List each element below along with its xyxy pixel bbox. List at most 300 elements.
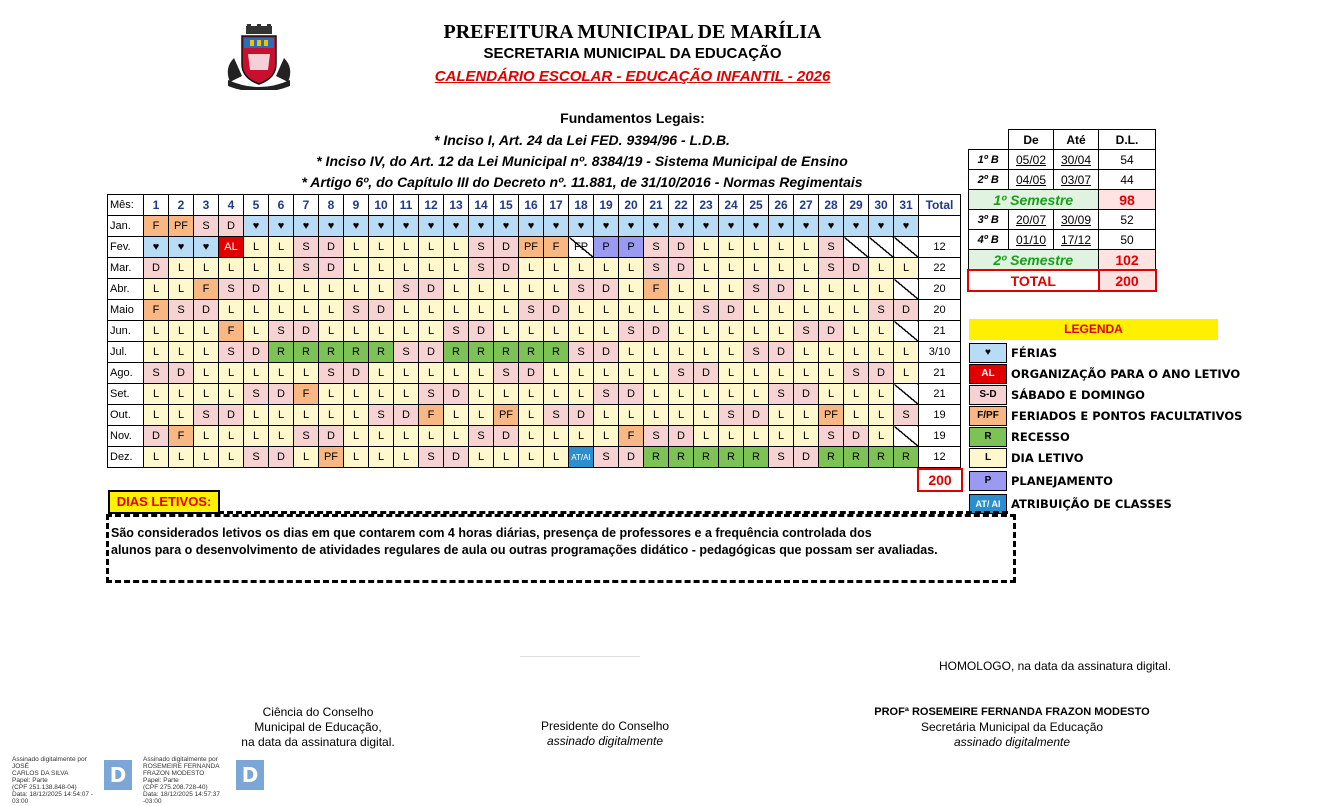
footer-line: na data da assinatura digital. xyxy=(241,735,395,749)
day-cell: R xyxy=(519,342,544,363)
day-cell: L xyxy=(794,426,819,447)
day-cell: ♥ xyxy=(694,216,719,237)
sig-line: FRAZON MODESTO xyxy=(143,770,205,777)
day-cell: L xyxy=(794,300,819,321)
day-cell: L xyxy=(694,405,719,426)
day-cell: S xyxy=(619,321,644,342)
day-cell: L xyxy=(769,321,794,342)
month-label: Set. xyxy=(108,384,144,405)
day-cell: L xyxy=(419,300,444,321)
day-cell xyxy=(869,237,894,258)
day-number: 13 xyxy=(444,195,469,216)
day-cell: L xyxy=(169,447,194,468)
day-cell: L xyxy=(494,300,519,321)
day-cell: L xyxy=(244,300,269,321)
day-cell: L xyxy=(744,363,769,384)
month-row xyxy=(108,363,961,384)
day-cell: L xyxy=(794,237,819,258)
day-cell: D xyxy=(494,258,519,279)
day-cell: L xyxy=(169,321,194,342)
day-cell: ♥ xyxy=(169,237,194,258)
day-cell: F xyxy=(144,300,169,321)
day-cell: L xyxy=(794,258,819,279)
month-label: Abr. xyxy=(108,279,144,300)
legend-swatch: P xyxy=(969,471,1007,491)
day-cell: L xyxy=(394,258,419,279)
day-cell: L xyxy=(394,321,419,342)
month-label: Out. xyxy=(108,405,144,426)
day-cell: L xyxy=(669,342,694,363)
day-cell: L xyxy=(419,426,444,447)
day-cell: PF xyxy=(519,237,544,258)
day-cell: L xyxy=(219,258,244,279)
day-cell xyxy=(894,237,919,258)
summary-b1-to: 30/04 xyxy=(1054,150,1099,170)
day-cell xyxy=(844,237,869,258)
legal-item: * Artigo 6º, do Capítulo III do Decreto nº. 11.881, de 31/10/2016 - Normas Regimentais xyxy=(301,174,863,190)
day-cell: D xyxy=(219,405,244,426)
day-cell: D xyxy=(144,426,169,447)
day-cell: S xyxy=(694,300,719,321)
summary-b3-to: 30/09 xyxy=(1054,210,1099,230)
month-row xyxy=(108,300,961,321)
month-row xyxy=(108,342,961,363)
day-cell: L xyxy=(469,300,494,321)
day-cell: L xyxy=(669,321,694,342)
day-number: 8 xyxy=(319,195,344,216)
day-cell: L xyxy=(619,300,644,321)
month-row xyxy=(108,321,961,342)
day-cell: L xyxy=(844,342,869,363)
sig-line: Papel: Parte xyxy=(143,777,179,784)
month-row xyxy=(108,384,961,405)
day-cell: D xyxy=(869,363,894,384)
day-cell: R xyxy=(669,447,694,468)
sig-line: (CPF 275.208.728-40) xyxy=(143,784,208,791)
day-cell: L xyxy=(794,363,819,384)
month-label: Jun. xyxy=(108,321,144,342)
legend-swatch: R xyxy=(969,427,1007,447)
day-cell: L xyxy=(369,258,394,279)
day-cell: D xyxy=(169,363,194,384)
day-cell: L xyxy=(744,384,769,405)
day-cell: D xyxy=(794,447,819,468)
day-cell: L xyxy=(819,384,844,405)
day-cell: S xyxy=(769,447,794,468)
month-label: Jan. xyxy=(108,216,144,237)
legend-label: FÉRIAS xyxy=(1011,346,1058,360)
day-cell: L xyxy=(294,405,319,426)
day-cell: S xyxy=(744,279,769,300)
legend-item xyxy=(969,385,1145,405)
summary-b4-label: 4º B xyxy=(968,230,1009,250)
day-cell: R xyxy=(844,447,869,468)
dias-letivos-text: alunos para o desenvolvimento de atividades regulares de aula ou outras programações didático - pedagógicas que possam ser avaliadas. xyxy=(111,543,938,557)
sig-line: (CPF 251.138.848-04) xyxy=(12,784,77,791)
legend-label: ATRIBUIÇÃO DE CLASSES xyxy=(1011,497,1172,511)
day-cell: L xyxy=(894,363,919,384)
month-row xyxy=(108,258,961,279)
day-cell: D xyxy=(544,300,569,321)
summary-table xyxy=(967,129,1157,292)
day-cell: L xyxy=(394,384,419,405)
day-cell: S xyxy=(644,258,669,279)
day-cell: R xyxy=(544,342,569,363)
day-cell: D xyxy=(269,384,294,405)
day-cell: L xyxy=(219,447,244,468)
day-cell: L xyxy=(819,279,844,300)
day-cell: L xyxy=(194,258,219,279)
day-cell: S xyxy=(819,258,844,279)
day-number: 17 xyxy=(544,195,569,216)
day-cell: F xyxy=(219,321,244,342)
day-cell: F xyxy=(194,279,219,300)
day-number: 26 xyxy=(769,195,794,216)
legend-item xyxy=(969,448,1084,468)
day-number: 6 xyxy=(269,195,294,216)
month-total: 12 xyxy=(919,447,961,468)
day-cell: D xyxy=(319,258,344,279)
day-cell: ♥ xyxy=(819,216,844,237)
day-cell: PF xyxy=(319,447,344,468)
day-cell: D xyxy=(769,342,794,363)
day-cell: L xyxy=(719,384,744,405)
day-cell: AT/AI xyxy=(569,447,594,468)
divider xyxy=(520,656,640,657)
day-number: 24 xyxy=(719,195,744,216)
day-cell: L xyxy=(769,300,794,321)
day-cell: D xyxy=(244,279,269,300)
month-row xyxy=(108,279,961,300)
day-cell: S xyxy=(344,300,369,321)
day-cell: ♥ xyxy=(444,216,469,237)
day-cell: L xyxy=(844,300,869,321)
dias-letivos-box xyxy=(106,514,1016,583)
day-number: 14 xyxy=(469,195,494,216)
day-cell: L xyxy=(569,258,594,279)
day-cell: D xyxy=(444,384,469,405)
day-cell: S xyxy=(244,447,269,468)
day-number: 5 xyxy=(244,195,269,216)
legend-swatch: AL xyxy=(969,364,1007,384)
month-header: Mês: xyxy=(108,195,144,216)
footer-line: Secretária Municipal da Educação xyxy=(920,720,1104,734)
day-cell: R xyxy=(644,447,669,468)
day-cell: L xyxy=(719,321,744,342)
day-cell: D xyxy=(394,405,419,426)
day-cell: L xyxy=(369,426,394,447)
day-cell: L xyxy=(769,237,794,258)
day-cell: L xyxy=(319,279,344,300)
day-cell: D xyxy=(469,321,494,342)
footer-line: assinado digitalmente xyxy=(546,734,664,748)
day-cell: ♥ xyxy=(794,216,819,237)
day-cell: D xyxy=(744,405,769,426)
day-cell: L xyxy=(219,384,244,405)
day-number: 23 xyxy=(694,195,719,216)
day-cell: L xyxy=(694,342,719,363)
day-cell: L xyxy=(169,279,194,300)
day-cell: L xyxy=(144,384,169,405)
day-cell: S xyxy=(269,321,294,342)
day-cell: D xyxy=(294,321,319,342)
day-cell: S xyxy=(469,237,494,258)
day-cell: F xyxy=(169,426,194,447)
day-cell: L xyxy=(569,363,594,384)
day-cell: L xyxy=(669,279,694,300)
day-number: 31 xyxy=(894,195,919,216)
day-cell: L xyxy=(519,321,544,342)
day-cell: S xyxy=(569,279,594,300)
month-label: Fev. xyxy=(108,237,144,258)
day-cell: L xyxy=(269,279,294,300)
day-cell: L xyxy=(769,258,794,279)
day-cell: L xyxy=(369,279,394,300)
day-cell: L xyxy=(519,384,544,405)
day-cell: S xyxy=(444,321,469,342)
day-cell: L xyxy=(319,384,344,405)
legend-swatch: F/PF xyxy=(969,406,1007,426)
summary-b4-dl: 50 xyxy=(1099,230,1156,250)
day-cell xyxy=(894,384,919,405)
summary-b3-dl: 52 xyxy=(1099,210,1156,230)
day-cell: S xyxy=(294,258,319,279)
day-cell: L xyxy=(394,300,419,321)
homologo-text: HOMOLOGO, na data da assinatura digital. xyxy=(938,659,1172,673)
day-cell: L xyxy=(744,426,769,447)
day-cell: S xyxy=(894,405,919,426)
summary-header-dl: D.L. xyxy=(1099,130,1156,150)
day-cell: L xyxy=(244,258,269,279)
day-cell: F xyxy=(294,384,319,405)
day-cell: L xyxy=(294,300,319,321)
legend-swatch: L xyxy=(969,448,1007,468)
day-cell: L xyxy=(844,279,869,300)
day-cell: L xyxy=(869,279,894,300)
day-cell: L xyxy=(219,363,244,384)
day-cell: S xyxy=(844,363,869,384)
day-number: 19 xyxy=(594,195,619,216)
day-cell: L xyxy=(469,363,494,384)
month-label: Dez. xyxy=(108,447,144,468)
day-cell: L xyxy=(694,321,719,342)
day-cell: L xyxy=(294,447,319,468)
day-cell: S xyxy=(294,237,319,258)
day-cell: D xyxy=(319,237,344,258)
day-cell: S xyxy=(494,363,519,384)
day-cell: S xyxy=(194,216,219,237)
month-label: Maio xyxy=(108,300,144,321)
day-cell: L xyxy=(769,426,794,447)
day-cell: L xyxy=(194,447,219,468)
day-cell: L xyxy=(869,342,894,363)
day-cell: F xyxy=(419,405,444,426)
day-cell: R xyxy=(369,342,394,363)
day-cell: L xyxy=(694,279,719,300)
day-cell: D xyxy=(244,342,269,363)
legend-swatch: AT/ AI xyxy=(969,494,1007,514)
day-cell: L xyxy=(269,237,294,258)
day-cell: S xyxy=(594,384,619,405)
day-number: 15 xyxy=(494,195,519,216)
day-cell: D xyxy=(519,363,544,384)
summary-b2-dl: 44 xyxy=(1099,170,1156,190)
day-cell: D xyxy=(669,426,694,447)
day-cell: L xyxy=(494,279,519,300)
day-cell: D xyxy=(594,279,619,300)
secretaria-block xyxy=(862,705,1162,750)
day-cell: L xyxy=(894,258,919,279)
sig-line: Assinado digitalmente por JOSÉ xyxy=(12,756,87,770)
day-number: 10 xyxy=(369,195,394,216)
calendar-title: CALENDÁRIO ESCOLAR - EDUCAÇÃO INFANTIL - 2026 xyxy=(434,68,831,85)
day-cell: ♥ xyxy=(294,216,319,237)
day-cell: L xyxy=(644,405,669,426)
day-cell: L xyxy=(344,237,369,258)
day-cell: L xyxy=(244,405,269,426)
day-cell: D xyxy=(894,300,919,321)
day-cell: L xyxy=(319,300,344,321)
day-cell: L xyxy=(894,342,919,363)
day-cell: L xyxy=(144,321,169,342)
day-cell: R xyxy=(444,342,469,363)
legend-swatch: ♥ xyxy=(969,343,1007,363)
month-label: Mar. xyxy=(108,258,144,279)
day-cell: L xyxy=(194,426,219,447)
day-number: 1 xyxy=(144,195,169,216)
day-cell: ♥ xyxy=(319,216,344,237)
day-cell: ♥ xyxy=(269,216,294,237)
day-cell: F xyxy=(619,426,644,447)
day-cell: D xyxy=(619,384,644,405)
day-cell: D xyxy=(719,300,744,321)
day-cell: S xyxy=(594,447,619,468)
summary-b2-to: 03/07 xyxy=(1054,170,1099,190)
total-header: Total xyxy=(919,195,961,216)
day-cell: L xyxy=(219,300,244,321)
day-cell: ♥ xyxy=(669,216,694,237)
summary-total-dl: 200 xyxy=(1099,270,1156,291)
summary-b3-label: 3º B xyxy=(968,210,1009,230)
sig-line: Data: 18/12/2025 14:57:37 -03:00 xyxy=(143,791,220,805)
day-cell: S xyxy=(294,426,319,447)
day-cell: L xyxy=(444,258,469,279)
day-cell: S xyxy=(194,405,219,426)
day-cell: L xyxy=(469,447,494,468)
calendar-table xyxy=(107,194,961,468)
day-cell: R xyxy=(744,447,769,468)
day-cell: L xyxy=(244,363,269,384)
day-cell: L xyxy=(544,426,569,447)
day-cell: L xyxy=(294,279,319,300)
grand-total: 200 xyxy=(917,468,963,492)
header-title: PREFEITURA MUNICIPAL DE MARÍLIA xyxy=(443,21,822,43)
day-cell: L xyxy=(669,384,694,405)
day-cell: L xyxy=(619,405,644,426)
day-cell: L xyxy=(444,363,469,384)
day-cell: L xyxy=(444,279,469,300)
day-cell: D xyxy=(769,279,794,300)
day-cell: L xyxy=(269,363,294,384)
day-cell: L xyxy=(344,279,369,300)
day-cell: S xyxy=(319,363,344,384)
day-cell: R xyxy=(469,342,494,363)
day-cell: S xyxy=(169,300,194,321)
summary-b4-to: 17/12 xyxy=(1054,230,1099,250)
month-total: 22 xyxy=(919,258,961,279)
summary-semester1-label: 1º Semestre xyxy=(968,190,1099,210)
summary-b1-dl: 54 xyxy=(1099,150,1156,170)
day-cell: ♥ xyxy=(719,216,744,237)
day-cell: ♥ xyxy=(544,216,569,237)
day-cell: L xyxy=(519,405,544,426)
day-cell: R xyxy=(894,447,919,468)
day-cell: ♥ xyxy=(619,216,644,237)
day-cell: L xyxy=(594,258,619,279)
day-cell: ♥ xyxy=(194,237,219,258)
day-cell: L xyxy=(144,447,169,468)
day-cell: L xyxy=(269,300,294,321)
day-cell: D xyxy=(619,447,644,468)
day-cell: S xyxy=(819,426,844,447)
day-cell: S xyxy=(394,279,419,300)
day-cell: L xyxy=(144,279,169,300)
summary-total-label: TOTAL xyxy=(968,270,1099,291)
footer-line: Presidente do Conselho xyxy=(540,719,670,733)
day-cell: R xyxy=(319,342,344,363)
day-cell: L xyxy=(294,363,319,384)
day-number: 12 xyxy=(419,195,444,216)
sig-line: 03:00 xyxy=(12,798,29,805)
day-cell: D xyxy=(144,258,169,279)
day-cell: L xyxy=(694,426,719,447)
digital-signature-icon: D xyxy=(104,760,132,790)
day-cell: L xyxy=(619,279,644,300)
day-cell: L xyxy=(369,321,394,342)
day-number: 30 xyxy=(869,195,894,216)
sig-line: Data: 18/12/2025 14:54:07 - xyxy=(12,791,93,798)
day-cell: L xyxy=(219,426,244,447)
day-cell: L xyxy=(669,300,694,321)
sig-line: CARLOS DA SILVA xyxy=(12,770,69,777)
day-cell: ♥ xyxy=(869,216,894,237)
day-cell: L xyxy=(644,342,669,363)
day-cell: L xyxy=(369,447,394,468)
day-cell: L xyxy=(494,384,519,405)
day-cell: S xyxy=(469,258,494,279)
month-total xyxy=(919,216,961,237)
day-cell: ♥ xyxy=(469,216,494,237)
day-cell: D xyxy=(444,447,469,468)
day-cell: L xyxy=(744,321,769,342)
day-cell: ♥ xyxy=(569,216,594,237)
day-cell: D xyxy=(194,300,219,321)
day-number: 29 xyxy=(844,195,869,216)
summary-b2-label: 2º B xyxy=(968,170,1009,190)
day-cell: R xyxy=(344,342,369,363)
day-number: 3 xyxy=(194,195,219,216)
day-cell: FP xyxy=(569,237,594,258)
legend-label: DIA LETIVO xyxy=(1011,451,1084,465)
day-cell: F xyxy=(144,216,169,237)
day-cell: S xyxy=(519,300,544,321)
day-cell: L xyxy=(494,321,519,342)
day-cell: D xyxy=(694,363,719,384)
day-cell: L xyxy=(544,363,569,384)
day-cell: S xyxy=(469,426,494,447)
day-cell: ♥ xyxy=(519,216,544,237)
day-cell: L xyxy=(419,363,444,384)
